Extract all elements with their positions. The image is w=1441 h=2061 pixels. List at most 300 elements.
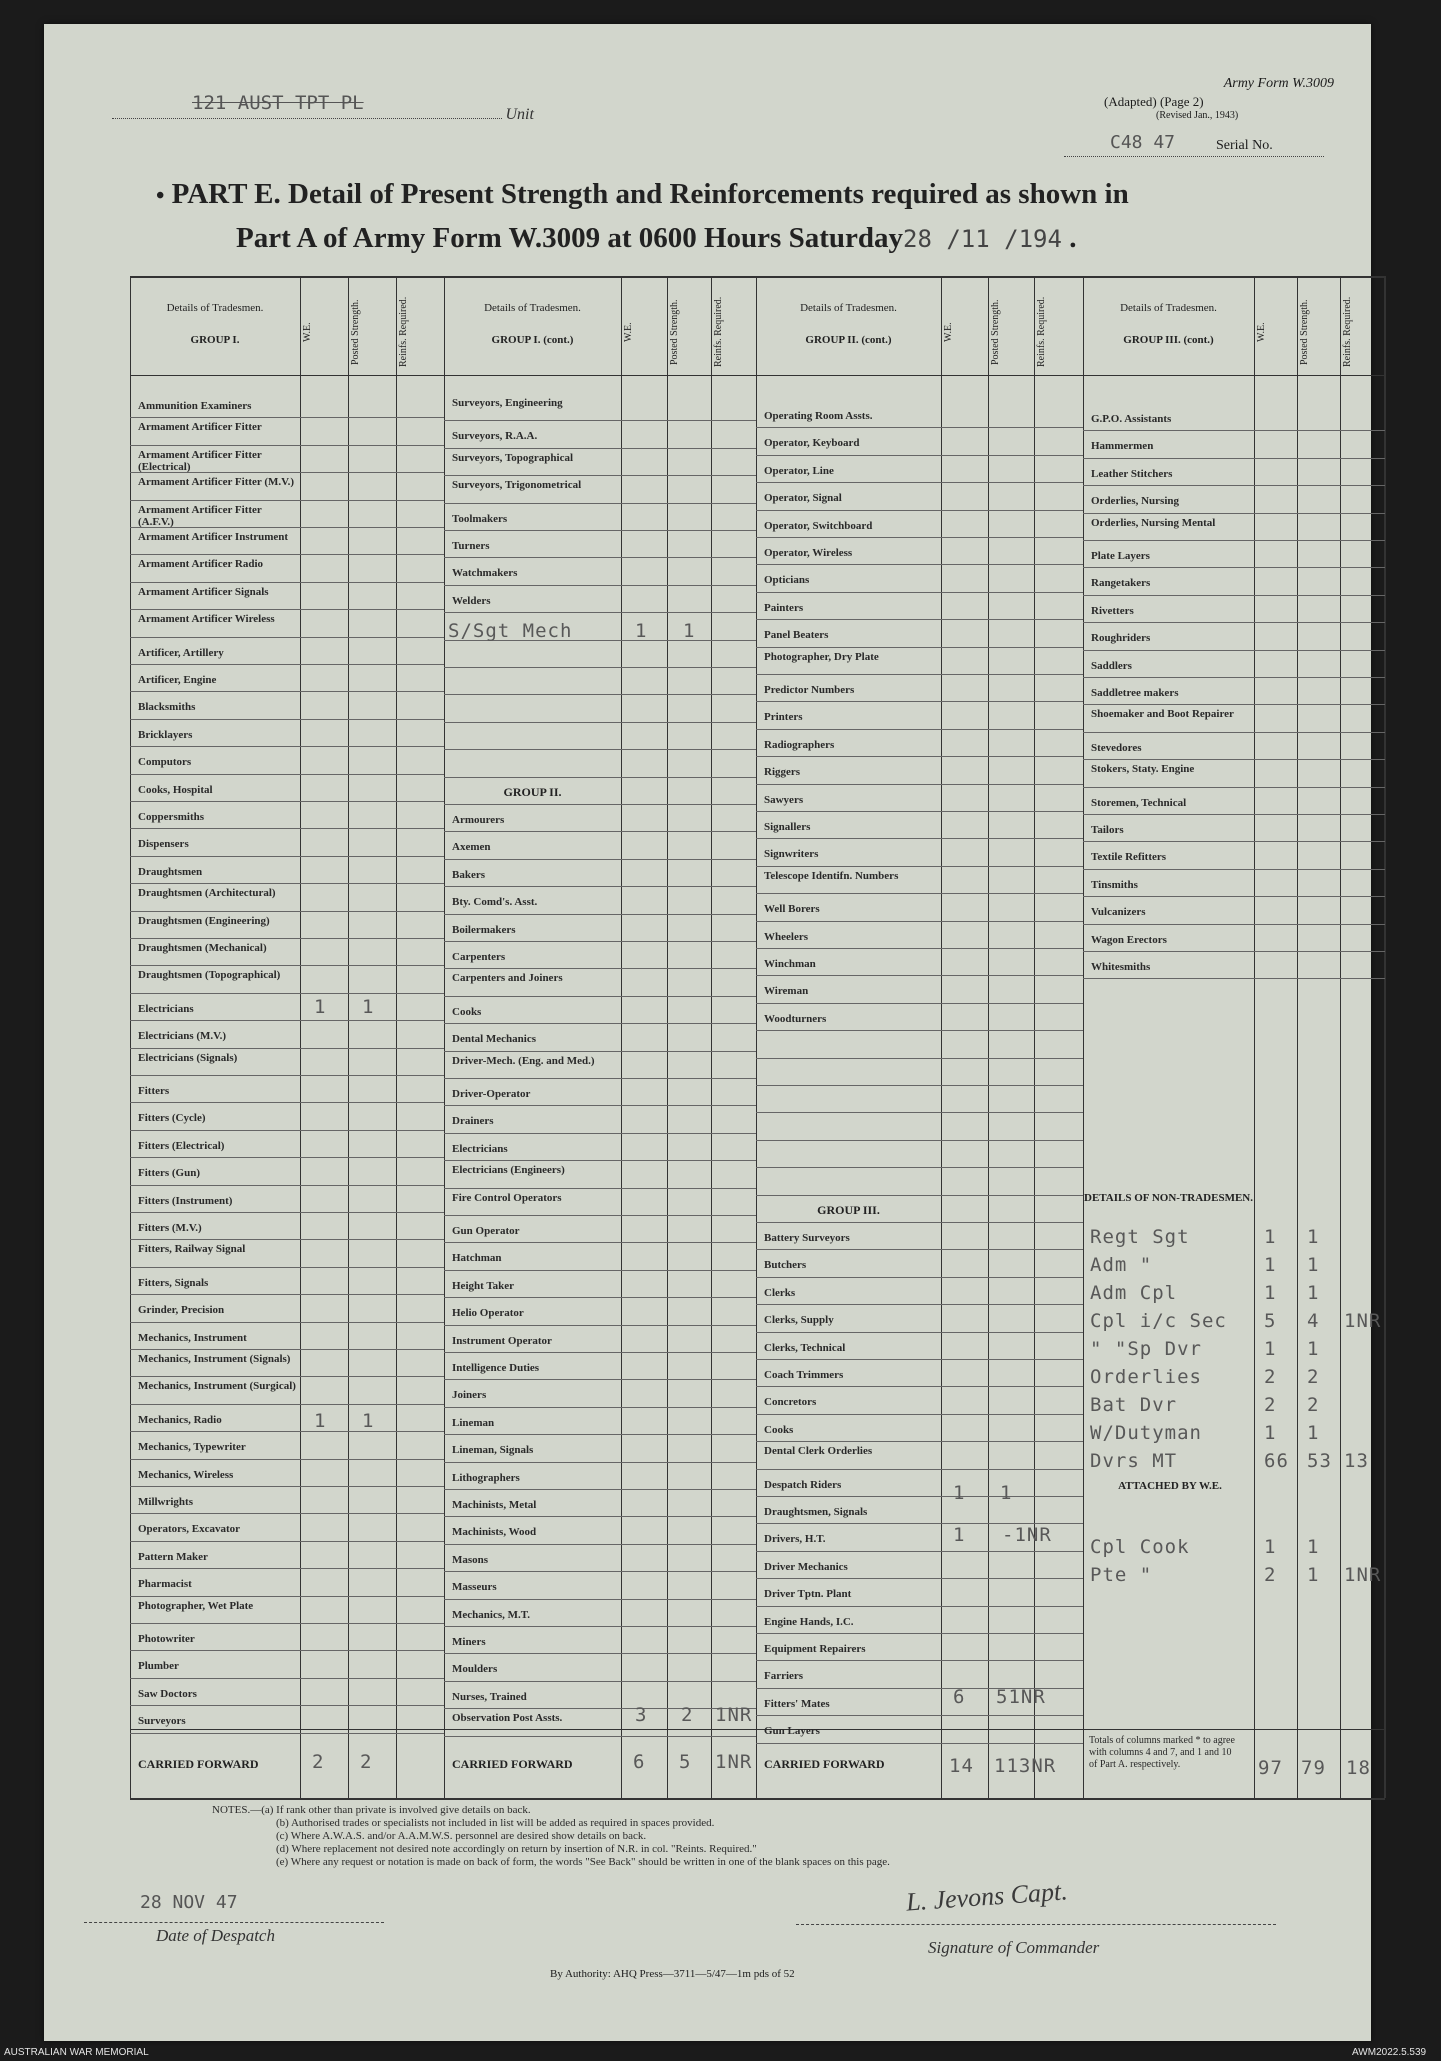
entry-mechanics-mt-posted: 2: [681, 1704, 694, 1726]
non-trade-posted: 2: [1307, 1394, 1320, 1416]
row-rule-1-45: [130, 1650, 444, 1651]
row-rule-4-3: [1083, 513, 1385, 514]
col2-row-label: Cooks: [452, 1005, 482, 1018]
col3-row-label: Opticians: [764, 574, 810, 587]
col2-row-label: Miners: [452, 1636, 486, 1648]
row-rule-3-38: [756, 1469, 1083, 1470]
group1-row-label: Draughtsmen (Mechanical): [138, 942, 267, 954]
non-trade-reinfs: 1NR: [1344, 1310, 1382, 1332]
col3-row-label: Engine Hands, I.C.: [764, 1615, 854, 1628]
col2-row-label: Carpenters: [452, 951, 506, 963]
col2-row-label: Turners: [452, 540, 490, 552]
unit-value: 121 AUST TPT PL: [192, 92, 364, 114]
entry-clerks-tech-reinfs: -1NR: [1002, 1524, 1052, 1546]
trades-header-2: Details of Tradesmen.: [484, 302, 581, 314]
col3-row-label: Operator, Signal: [764, 492, 842, 505]
row-rule-3-42: [756, 1578, 1083, 1579]
attached-heading: ATTACHED BY W.E.: [1118, 1480, 1222, 1492]
row-rule-3-27: [756, 1167, 1083, 1168]
group1-row-label: Millwrights: [138, 1496, 193, 1508]
row-rule-2-5: [444, 557, 756, 558]
group1-row-label: Draughtsmen (Engineering): [138, 914, 270, 927]
row-rule-2-48: [444, 1736, 756, 1737]
col3-row-label: Wheelers: [764, 930, 808, 943]
group1-row-label: Operators, Excavator: [138, 1523, 241, 1536]
attached-we: 2: [1264, 1564, 1277, 1586]
row-rule-3-0: [756, 427, 1083, 428]
col2-row-label: Electricians: [452, 1142, 508, 1155]
grid-left-rule: [130, 276, 131, 1798]
col-rule-1-0: [621, 276, 622, 1798]
group1-row-label: Mechanics, Instrument (Surgical): [138, 1380, 296, 1393]
col2-row-label: Surveyors, Trigonometrical: [452, 479, 582, 492]
row-rule-3-30: [756, 1249, 1083, 1250]
non-trade-label: Regt Sgt: [1090, 1226, 1190, 1248]
row-rule-3-26: [756, 1140, 1083, 1141]
attached-posted: 1: [1307, 1536, 1320, 1558]
row-rule-3-29: [756, 1222, 1083, 1223]
group1-row-label: Armament Artificer Fitter (A.F.V.): [138, 503, 262, 528]
row-rule-4-16: [1083, 869, 1385, 870]
unit-label: Unit: [505, 106, 534, 123]
row-rule-2-14: [444, 804, 756, 805]
group1-row-label: Armament Artificer Fitter: [138, 421, 262, 434]
row-rule-2-26: [444, 1133, 756, 1134]
row-rule-3-10: [756, 701, 1083, 702]
row-rule-1-46: [130, 1678, 444, 1679]
group1-row-label: Coppersmiths: [138, 811, 205, 823]
non-trade-label: Orderlies: [1090, 1366, 1202, 1388]
col4-row-label: Orderlies, Nursing: [1091, 495, 1179, 508]
row-rule-2-37: [444, 1434, 756, 1435]
attached-posted: 1: [1307, 1564, 1320, 1586]
row-rule-2-44: [444, 1626, 756, 1627]
serial-label: Serial No.: [1212, 138, 1273, 154]
col3-row-label: Operator, Keyboard: [764, 437, 860, 450]
non-trade-posted: 1: [1307, 1226, 1320, 1248]
cf-total-reinfs: 18: [1346, 1757, 1371, 1779]
row-rule-1-22: [130, 1020, 444, 1021]
row-rule-2-17: [444, 886, 756, 887]
form-id-line3: (Revised Jan., 1943): [1156, 110, 1239, 121]
row-rule-3-12: [756, 756, 1083, 757]
posted-header-2: Posted Strength.: [669, 299, 680, 365]
col3-row-label: Well Borers: [764, 903, 820, 916]
cf1-posted: 2: [360, 1751, 373, 1773]
part-title-text1: PART E. Detail of Present Strength and Reinforcements required as shown in: [171, 178, 1129, 210]
attached-label: Cpl Cook: [1090, 1536, 1190, 1558]
row-rule-2-39: [444, 1489, 756, 1490]
col2-row-label: Machinists, Wood: [452, 1526, 537, 1539]
note-a: NOTES.—(a) If rank other than private is involved give details on back.: [212, 1804, 531, 1816]
row-rule-1-11: [130, 719, 444, 720]
we-header-3: W.E.: [943, 322, 954, 342]
col2-row-label: Toolmakers: [452, 512, 508, 525]
non-tradesmen-heading: DETAILS OF NON-TRADESMEN.: [1084, 1192, 1253, 1204]
row-rule-1-9: [130, 664, 444, 665]
non-trade-label: W/Dutyman: [1090, 1422, 1202, 1444]
note-d: (d) Where replacement not desired note accordingly on return by insertion of N.R. in col. "Reints. Required.": [276, 1843, 757, 1855]
col-rule-3-1: [1297, 276, 1298, 1798]
row-rule-1-19: [130, 938, 444, 939]
despatch-line: [84, 1922, 384, 1923]
part-title-text2: Part A of Army Form W.3009 at 0600 Hours Saturday: [236, 222, 903, 254]
group1-row-label: Computors: [138, 756, 192, 769]
row-rule-1-27: [130, 1157, 444, 1158]
col4-row-label: Rivetters: [1091, 604, 1134, 617]
posted-header-3: Posted Strength.: [990, 299, 1001, 365]
form-id: [1094, 76, 1334, 92]
row-rule-1-28: [130, 1185, 444, 1186]
row-rule-2-6: [444, 585, 756, 586]
posted-header-1: Posted Strength.: [350, 299, 361, 365]
group1-row-label: Photographer, Wet Plate: [138, 1599, 254, 1612]
note-e: (e) Where any request or notation is made on back of form, the words "See Back" should be written in one of the blank spaces on this page.: [276, 1856, 890, 1868]
row-rule-1-12: [130, 746, 444, 747]
entry-mechanics-mt-reinfs: 1NR: [715, 1704, 753, 1726]
row-rule-2-15: [444, 831, 756, 832]
group1-row-label: Artificer, Engine: [138, 674, 217, 686]
col2-row-label: Watchmakers: [452, 567, 518, 580]
col3-row-label: Clerks: [764, 1286, 796, 1299]
col3-row-label: Cooks: [764, 1423, 794, 1436]
col2-row-label: Joiners: [452, 1389, 487, 1402]
row-rule-1-44: [130, 1623, 444, 1624]
col2-row-label: Welders: [452, 594, 491, 607]
col4-row-label: Storemen, Technical: [1091, 796, 1187, 809]
row-rule-3-18: [756, 921, 1083, 922]
col-rule-3-2: [1340, 276, 1341, 1798]
col-rule-0-1: [348, 276, 349, 1798]
entry-electricians-posted: 1: [362, 996, 375, 1018]
row-rule-2-16: [444, 859, 756, 860]
group1-row-label: Electricians (Signals): [138, 1051, 238, 1064]
row-rule-3-16: [756, 866, 1083, 867]
entry-fitters-mv-posted: 1: [362, 1410, 375, 1432]
col-rule-2-0: [941, 276, 942, 1798]
reinfs-header-3: Reinfs. Required.: [1036, 296, 1047, 368]
row-rule-1-36: [130, 1404, 444, 1405]
entry-sgt-mech-label: S/Sgt Mech: [448, 620, 573, 642]
row-rule-2-45: [444, 1653, 756, 1654]
row-rule-1-32: [130, 1294, 444, 1295]
row-rule-4-4: [1083, 540, 1385, 541]
row-rule-1-37: [130, 1431, 444, 1432]
reinfs-header-2: Reinfs. Required.: [713, 296, 724, 368]
group-header-1: GROUP I.: [190, 334, 240, 346]
row-rule-1-13: [130, 774, 444, 775]
group1-row-label: Armament Artificer Radio: [138, 558, 264, 571]
group1-row-label: Artificer, Artillery: [138, 646, 224, 659]
col-rule-0-2: [396, 276, 397, 1798]
row-rule-3-47: [756, 1715, 1083, 1716]
row-rule-1-1: [130, 445, 444, 446]
group1-row-label: Grinder, Precision: [138, 1304, 225, 1317]
col3-row-label: Riggers: [764, 766, 801, 779]
col2-row-label: Masons: [452, 1553, 489, 1566]
col3-row-label: Clerks, Supply: [764, 1314, 834, 1327]
entry-clerks-we: 1: [953, 1482, 966, 1504]
row-rule-2-23: [444, 1051, 756, 1052]
col2-row-label: Masseurs: [452, 1581, 497, 1594]
col-rule-1-1: [667, 276, 668, 1798]
col3-row-label: Driver Mechanics: [764, 1560, 848, 1573]
row-rule-3-25: [756, 1112, 1083, 1113]
non-trade-posted: 4: [1307, 1310, 1320, 1332]
row-rule-2-32: [444, 1297, 756, 1298]
group1-row-label: Armament Artificer Instrument: [138, 531, 289, 543]
col2-row-label: Gun Operator: [452, 1225, 520, 1237]
col4-row-label: Vulcanizers: [1091, 906, 1146, 919]
row-rule-3-1: [756, 455, 1083, 456]
col2-row-label: Intelligence Duties: [452, 1362, 540, 1374]
row-rule-1-34: [130, 1349, 444, 1350]
group1-row-label: Bricklayers: [138, 728, 193, 741]
carried-forward-label-2: CARRIED FORWARD: [452, 1757, 573, 1771]
col2-row-label: Surveyors, R.A.A.: [452, 430, 538, 443]
row-rule-3-17: [756, 893, 1083, 894]
row-rule-1-25: [130, 1102, 444, 1103]
group1-row-label: Fitters (Electrical): [138, 1139, 225, 1152]
group1-row-label: Fitters (Gun): [138, 1167, 201, 1180]
col2-row-label: Moulders: [452, 1663, 498, 1676]
non-trade-posted: 53: [1307, 1450, 1332, 1472]
col3-row-label: Despatch Riders: [764, 1478, 842, 1491]
row-rule-4-12: [1083, 759, 1385, 760]
non-trade-posted: 1: [1307, 1254, 1320, 1276]
non-trade-label: Adm ": [1090, 1254, 1153, 1276]
col3-row-label: Dental Clerk Orderlies: [764, 1445, 873, 1458]
row-rule-2-40: [444, 1516, 756, 1517]
attached-reinfs: 1NR: [1344, 1564, 1382, 1586]
row-rule-1-14: [130, 801, 444, 802]
row-rule-4-17: [1083, 896, 1385, 897]
row-rule-3-39: [756, 1496, 1083, 1497]
col-rule-3-0: [1254, 276, 1255, 1798]
row-rule-1-31: [130, 1267, 444, 1268]
col3-row-label: Photographer, Dry Plate: [764, 650, 879, 663]
group1-row-label: Mechanics, Instrument (Signals): [138, 1353, 291, 1365]
group1-row-label: Fitters (Cycle): [138, 1112, 206, 1125]
group1-row-label: Draughtsmen: [138, 865, 203, 878]
row-rule-1-16: [130, 856, 444, 857]
col3-row-label: Coach Trimmers: [764, 1369, 844, 1381]
col3-row-label: Printers: [764, 711, 803, 724]
row-rule-1-0: [130, 417, 444, 418]
col3-row-label: Draughtsmen, Signals: [764, 1506, 868, 1518]
col4-row-label: Leather Stitchers: [1091, 467, 1173, 480]
col2-row-label: Bty. Comd's. Asst.: [452, 896, 538, 909]
non-trade-reinfs: 13: [1344, 1450, 1369, 1472]
col4-row-label: Plate Layers: [1091, 550, 1150, 562]
entry-clerks-posted: 1: [1000, 1482, 1013, 1504]
row-rule-3-7: [756, 619, 1083, 620]
non-trade-we: 2: [1264, 1394, 1277, 1416]
col2-row-label: Nurses, Trained: [452, 1690, 527, 1703]
entry-clerks-tech-we: 1: [953, 1524, 966, 1546]
row-rule-4-15: [1083, 841, 1385, 842]
col4-row-label: Orderlies, Nursing Mental: [1091, 516, 1216, 529]
col4-row-label: Wagon Erectors: [1091, 933, 1167, 946]
row-rule-4-19: [1083, 951, 1385, 952]
entry-electricians-we: 1: [314, 996, 327, 1018]
col3-row-label: Operator, Wireless: [764, 547, 853, 559]
row-rule-1-6: [130, 582, 444, 583]
col2-row-label: Height Taker: [452, 1279, 515, 1292]
col-rule-2-2: [1034, 276, 1035, 1798]
row-rule-3-44: [756, 1633, 1083, 1634]
non-trade-label: Adm Cpl: [1090, 1282, 1178, 1304]
row-rule-1-24: [130, 1075, 444, 1076]
col4-row-label: Saddlers: [1091, 659, 1132, 672]
row-rule-2-47: [444, 1708, 756, 1709]
col2-row-label: Drainers: [452, 1115, 494, 1128]
form-id-line2: (Adapted) (Page 2): [1104, 94, 1204, 109]
col4-row-label: Tinsmiths: [1091, 878, 1138, 891]
non-trade-label: Bat Dvr: [1090, 1394, 1178, 1416]
group1-row-label: Fitters (Instrument): [138, 1194, 233, 1207]
col3-row-label: Battery Surveyors: [764, 1232, 850, 1244]
non-trade-posted: 1: [1307, 1338, 1320, 1360]
row-rule-3-9: [756, 674, 1083, 675]
note-b: (b) Authorised trades or specialists not included in list will be added as required in spaces provided.: [276, 1817, 715, 1829]
row-rule-4-20: [1083, 978, 1385, 979]
col-rule-3-3: [1385, 276, 1386, 1798]
authority-line: By Authority: AHQ Press—3711—5/47—1m pds of 52: [550, 1968, 795, 1980]
col3-row-label: Predictor Numbers: [764, 684, 855, 696]
row-rule-2-9: [444, 667, 756, 668]
row-rule-4-10: [1083, 704, 1385, 705]
row-rule-4-14: [1083, 814, 1385, 815]
trades-header-1: Details of Tradesmen.: [166, 302, 264, 314]
row-rule-1-21: [130, 993, 444, 994]
row-rule-3-14: [756, 811, 1083, 812]
non-trade-posted: 1: [1307, 1282, 1320, 1304]
cf2-reinfs: 1NR: [715, 1751, 753, 1773]
group1-row-label: Armament Artificer Signals: [138, 585, 269, 598]
group1-row-label: Blacksmiths: [138, 701, 196, 714]
col3-row-label: Operator, Line: [764, 464, 834, 477]
row-rule-2-46: [444, 1681, 756, 1682]
col3-row-label: Panel Beaters: [764, 629, 829, 642]
col3-row-label: Drivers, H.T.: [764, 1533, 826, 1546]
row-rule-4-7: [1083, 622, 1385, 623]
group-subheader-2: GROUP II.: [503, 784, 562, 799]
group-subheader-3: GROUP III.: [817, 1202, 880, 1217]
row-rule-3-31: [756, 1277, 1083, 1278]
group1-row-label: Surveyors: [138, 1715, 186, 1728]
col3-row-label: Telescope Identifn. Numbers: [764, 869, 899, 882]
non-trade-label: " "Sp Dvr: [1090, 1338, 1202, 1360]
serial-value: C48 47: [1110, 132, 1176, 153]
credit-left: AUSTRALIAN WAR MEMORIAL: [4, 2047, 149, 2058]
row-rule-2-30: [444, 1242, 756, 1243]
row-rule-1-33: [130, 1322, 444, 1323]
group1-row-label: Armament Artificer Wireless: [138, 613, 275, 626]
cf2-posted: 5: [679, 1751, 692, 1773]
part-title-line2: Part A of Army Form W.3009 at 0600 Hours Saturday28 /11 /194 .: [236, 222, 1077, 254]
row-rule-2-41: [444, 1544, 756, 1545]
row-rule-2-33: [444, 1325, 756, 1326]
row-rule-3-19: [756, 948, 1083, 949]
notes: [212, 1804, 890, 1869]
col3-row-label: Sawyers: [764, 793, 804, 806]
group1-row-label: Draughtsmen (Architectural): [138, 887, 276, 900]
col3-row-label: Farriers: [764, 1670, 804, 1683]
row-rule-3-5: [756, 564, 1083, 565]
row-rule-3-3: [756, 510, 1083, 511]
row-rule-4-9: [1083, 677, 1385, 678]
col-rule-1-2: [711, 276, 712, 1798]
col2-row-label: Fire Control Operators: [452, 1191, 562, 1204]
row-rule-1-38: [130, 1459, 444, 1460]
row-rule-2-0: [444, 420, 756, 421]
row-rule-1-35: [130, 1376, 444, 1377]
group1-row-label: Mechanics, Instrument: [138, 1331, 247, 1344]
row-rule-1-26: [130, 1130, 444, 1131]
row-rule-3-11: [756, 729, 1083, 730]
group1-row-label: Fitters (M.V.): [138, 1222, 202, 1234]
entry-sgt-mech-posted: 1: [683, 620, 696, 642]
form-id-line1: Army Form W.3009: [1223, 76, 1334, 91]
col2-row-label: Hatchman: [452, 1252, 502, 1265]
we-header-4: W.E.: [1256, 322, 1267, 342]
row-rule-2-2: [444, 475, 756, 476]
grid-top-rule: [130, 276, 1385, 278]
col4-row-label: Stevedores: [1091, 741, 1142, 754]
group1-row-label: Mechanics, Radio: [138, 1413, 222, 1426]
entry-driver-mech-posted-reinfs: 51NR: [996, 1686, 1046, 1708]
col2-row-label: Lineman: [452, 1416, 495, 1429]
group1-row-label: Fitters, Railway Signal: [138, 1243, 246, 1256]
group1-row-label: Armament Artificer Fitter (M.V.): [138, 476, 295, 489]
row-rule-3-37: [756, 1441, 1083, 1442]
col4-row-label: Roughriders: [1091, 632, 1151, 645]
row-rule-2-21: [444, 996, 756, 997]
group1-row-label: Dispensers: [138, 838, 189, 851]
row-rule-2-42: [444, 1571, 756, 1572]
reinfs-header-1: Reinfs. Required.: [398, 296, 409, 368]
row-rule-1-3: [130, 500, 444, 501]
row-rule-1-15: [130, 828, 444, 829]
group1-row-label: Fitters, Signals: [138, 1276, 209, 1289]
col-rule-0-0: [300, 276, 301, 1798]
row-rule-2-43: [444, 1599, 756, 1600]
non-trade-we: 66: [1264, 1450, 1289, 1472]
col4-row-label: G.P.O. Assistants: [1091, 413, 1172, 425]
row-rule-4-6: [1083, 595, 1385, 596]
cf3-we: 14: [949, 1755, 974, 1777]
row-rule-3-43: [756, 1606, 1083, 1607]
row-rule-4-8: [1083, 650, 1385, 651]
non-trade-we: 5: [1264, 1310, 1277, 1332]
form-sheet: [44, 24, 1382, 2041]
col2-row-label: Axemen: [452, 841, 491, 854]
row-rule-3-2: [756, 482, 1083, 483]
row-rule-2-13: [444, 777, 756, 778]
grid-header-rule: [130, 375, 1385, 376]
carried-forward-label-1: CARRIED FORWARD: [138, 1757, 259, 1771]
strength-table: [130, 276, 1385, 1841]
col4-row-label: Hammermen: [1091, 440, 1154, 453]
row-rule-2-10: [444, 694, 756, 695]
col2-row-label: Carpenters and Joiners: [452, 972, 563, 985]
non-trade-label: Cpl i/c Sec: [1090, 1310, 1227, 1332]
row-rule-1-39: [130, 1486, 444, 1487]
cf-total-we: 97: [1258, 1757, 1283, 1779]
row-rule-1-10: [130, 691, 444, 692]
group1-row-label: Mechanics, Typewriter: [138, 1441, 246, 1454]
